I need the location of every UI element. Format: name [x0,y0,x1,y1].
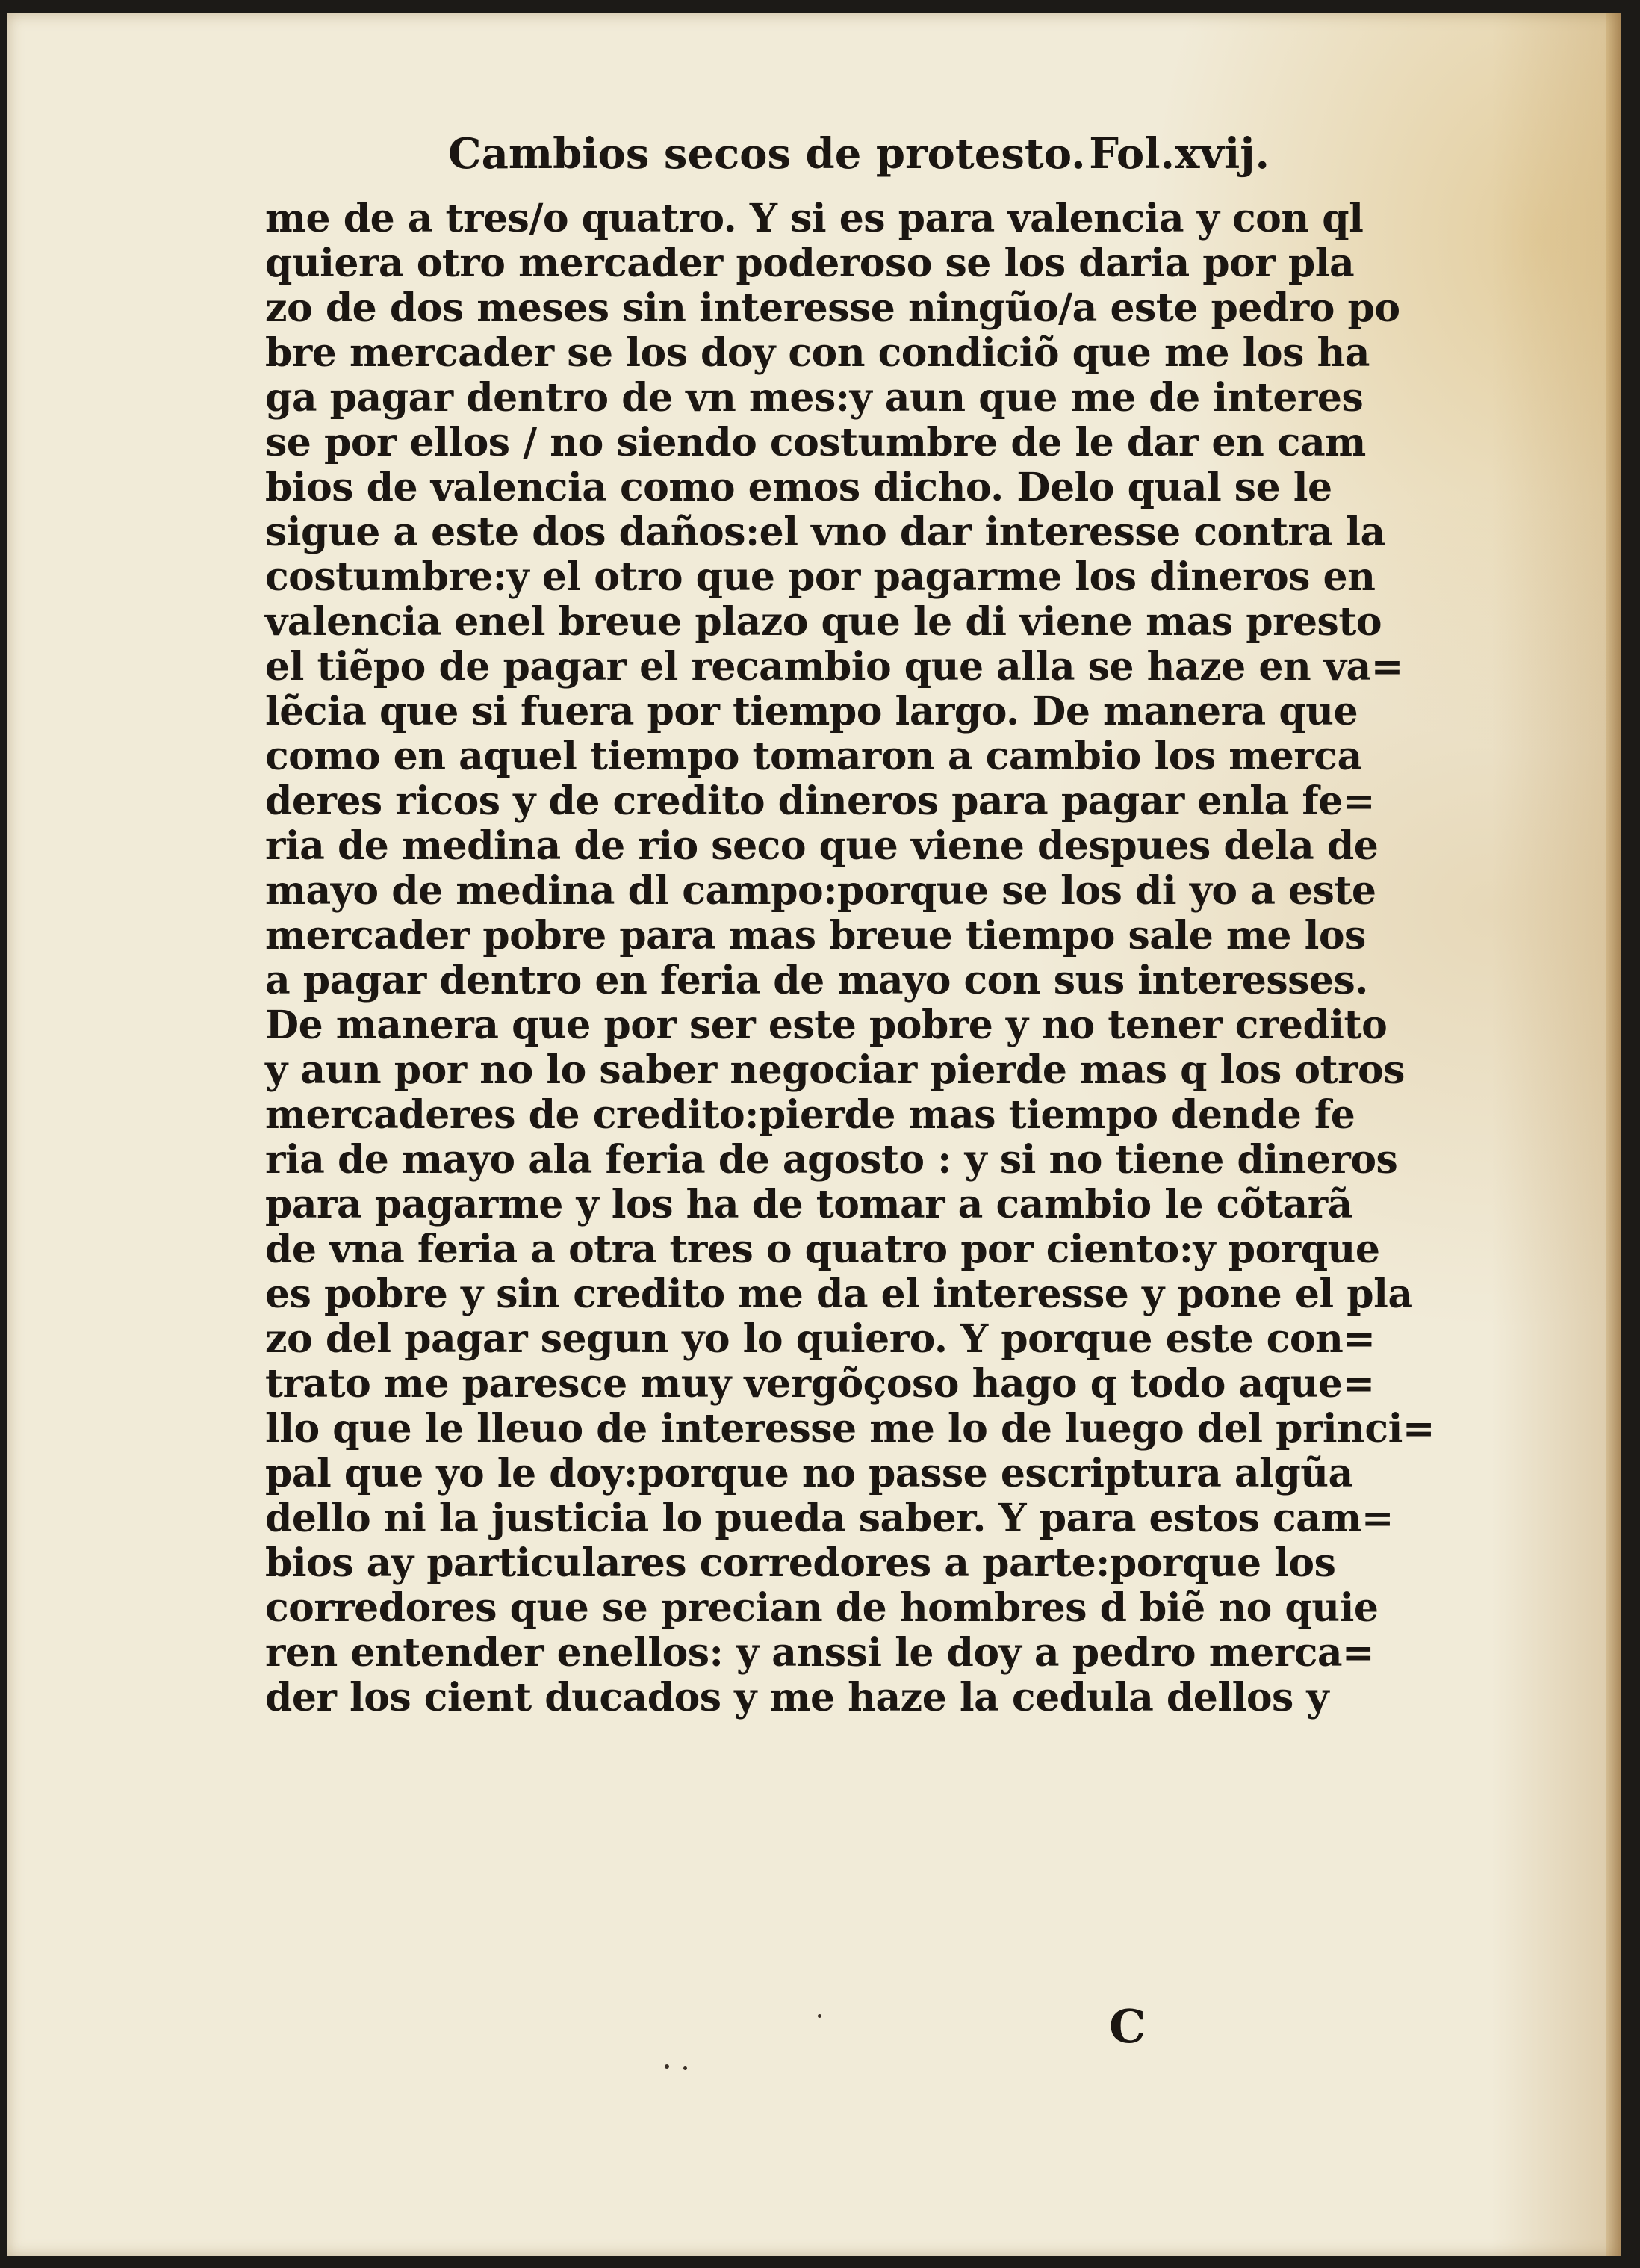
text-line: llo que le lleuo de interesse me lo de luego del princi= [265,1406,1435,1451]
ink-speck [683,2066,687,2070]
text-line: mercader pobre para mas breue tiempo sale me los [265,913,1366,958]
text-line: ria de mayo ala feria de agosto : y si no tiene dineros [265,1137,1398,1183]
text-line: dello ni la justicia lo pueda saber. Y para estos cam= [265,1496,1394,1541]
text-line: es pobre y sin credito me da el interesse y pone el pla [265,1271,1413,1317]
text-line: bios de valencia como emos dicho. Delo qual se le [265,465,1332,510]
text-line: se por ellos / no siendo costumbre de le dar en cam [265,420,1366,465]
text-line: bios ay particulares corredores a parte:porque los [265,1540,1336,1586]
text-line: ria de medina de rio seco que viene despues dela de [265,823,1379,869]
text-line: quiera otro mercader poderoso se los daria por pla [265,241,1355,286]
text-line: pal que yo le doy:porque no passe escriptura algũa [265,1451,1353,1496]
text-line: lẽcia que si fuera por tiempo largo. De manera que [265,689,1358,734]
text-line: para pagarme y los ha de tomar a cambio le cõtarã [265,1182,1352,1227]
text-line: deres ricos y de credito dineros para pagar enla fe= [265,778,1375,824]
text-line: valencia enel breue plazo que le di viene mas presto [265,599,1382,645]
book-page [7,13,1621,2256]
body-text [265,196,1435,1720]
text-line: bre mercader se los doy con condiciõ que me los ha [265,330,1370,376]
text-line: zo del pagar segun yo lo quiero. Y porque este con= [265,1316,1376,1362]
text-line: ren entender enellos: y anssi le doy a pedro merca= [265,1630,1375,1676]
text-line: costumbre:y el otro que por pagarme los dineros en [265,554,1376,600]
text-line: zo de dos meses sin interesse ningũo/a este pedro po [265,285,1400,331]
text-line: De manera que por ser este pobre y no tener credito [265,1003,1388,1048]
text-line: ga pagar dentro de vn mes:y aun que me de interes [265,375,1364,421]
text-line: mercaderes de credito:pierde mas tiempo dende fe [265,1092,1355,1138]
ink-speck [665,2064,669,2069]
text-line: el tiẽpo de pagar el recambio que alla se haze en va= [265,644,1403,690]
text-line: der los cient ducados y me haze la cedula dellos y [265,1675,1329,1720]
catchword: C [1109,1999,1146,2054]
text-line: sigue a este dos daños:el vno dar interesse contra la [265,509,1385,555]
text-line: trato me paresce muy vergõçoso hago q todo aque= [265,1361,1375,1407]
page-edge [1606,13,1621,2256]
text-line: como en aquel tiempo tomaron a cambio los merca [265,734,1362,779]
text-line: y aun por no lo saber negociar pierde mas q los otros [265,1047,1405,1093]
text-line: me de a tres/o quatro. Y si es para valencia y con ql [265,196,1364,241]
folio-number: Fol.xvij. [1089,129,1270,179]
text-line: de vna feria a otra tres o quatro por ciento:y porque [265,1227,1380,1272]
page-header [448,118,1270,185]
ink-speck [818,2014,821,2018]
text-line: a pagar dentro en feria de mayo con sus interesses. [265,958,1368,1003]
running-title: Cambios secos de protesto. [448,129,1086,179]
text-line: mayo de medina dl campo:porque se los di yo a este [265,868,1376,914]
text-line: corredores que se precian de hombres d biẽ no quie [265,1585,1379,1631]
